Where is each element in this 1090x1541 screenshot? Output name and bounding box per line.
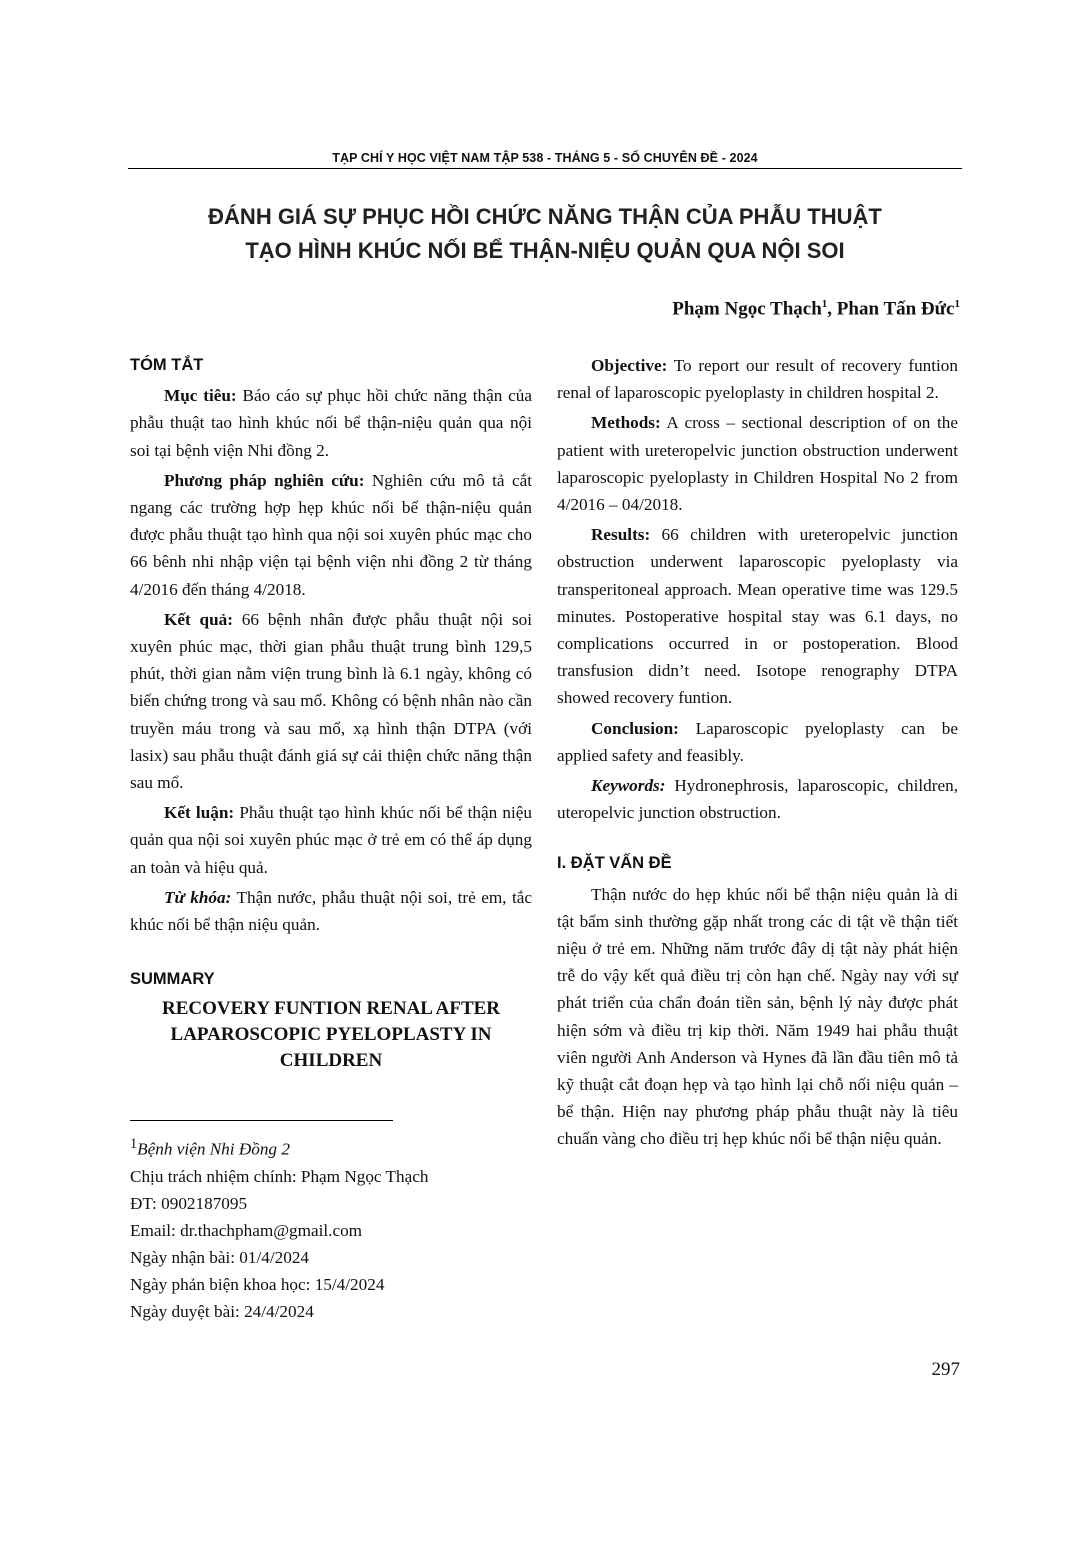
- abstract-objective-vn: [130, 382, 532, 464]
- text: Phẫu thuật tạo hình khúc nối bể thận niệu quản qua nội soi xuyên phúc mạc ở trẻ em có thể áp dụng an toàn và hiệu quả.: [130, 803, 533, 877]
- author-separator: ,: [827, 298, 837, 320]
- label: Kết luận:: [164, 803, 235, 823]
- header-rule: [128, 168, 962, 169]
- label: Kết quả:: [164, 609, 233, 629]
- label: Objective:: [591, 356, 668, 375]
- text: 66 children with ureteropelvic junction obstruction underwent laparoscopic pyeloplasty via transperitoneal approach. Mean operative time was 129.5 minutes. Postoperative hospital stay was 6.1 days, no complications occurred in or postoperation. Blood transfusion didn’t need. Isotope renography DTPA showed recovery funtion.: [557, 525, 958, 708]
- footnote-phone: ĐT: 0902187095: [130, 1194, 248, 1214]
- text: Nghiên cứu mô tả cắt ngang các trường hợp hẹp khúc nối bể thận-niệu quản được phẫu thuật tạo hình qua nội soi xuyên phúc mạc cho 66 bênh nhi nhập viện tại bệnh viện nhi đồng 2 từ tháng 4/2016 đến tháng 4/2018.: [130, 470, 532, 599]
- text: Thận nước, phẫu thuật nội soi, trẻ em, tắc khúc nối bể thận niệu quản.: [130, 887, 532, 935]
- author-1-affil: 1: [821, 298, 828, 310]
- title-line-2: TẠO HÌNH KHÚC NỐI BỂ THẬN-NIỆU QUẢN QUA NỘI SOI: [245, 238, 845, 263]
- text: Hydronephrosis, laparoscopic, children, uteropelvic junction obstruction.: [557, 776, 958, 823]
- intro-paragraph: Thận nước do hẹp khúc nối bể thận niệu quản là di tật bẩm sinh thường gặp nhất trong các di tật về thận tiết niệu ở trẻ em. Những năm trước đây dị tật này phát hiện trễ do vậy kết quả điều trị còn hạn chế. Ngày nay với sự phát triển của chẩn đoán tiền sản, bệnh lý này được phát hiện sớm và điều trị kip thời. Năm 1949 hai phẫu thuật viên người Anh Anderson và Hynes đã lần đầu tiên mô tả kỹ thuật cắt đoạn hẹp và tạo hình lại chỗ nối niệu quản – bể thận. Hiện nay phương pháp phẫu thuật này là tiêu chuẩn vàng cho điều trị hẹp khúc nối bể thận niệu quản.: [557, 884, 958, 1149]
- journal-header: TẠP CHÍ Y HỌC VIỆT NAM TẬP 538 - THÁNG 5 - SỐ CHUYÊN ĐỀ - 2024: [332, 151, 758, 165]
- right-column: [557, 352, 958, 1156]
- text: To report our result of recovery funtion renal of laparoscopic pyeloplasty in children hospital 2.: [557, 356, 958, 403]
- label: Từ khóa:: [164, 887, 232, 907]
- abstract-conclusion-vn: [130, 799, 532, 881]
- footnote: [130, 1131, 532, 1325]
- footnote-marker: 1: [130, 1136, 138, 1153]
- abstract-methods-en: [557, 409, 958, 518]
- affiliation-text: Bệnh viện Nhi Đồng 2: [137, 1140, 290, 1160]
- summary-heading: SUMMARY: [130, 970, 215, 989]
- footnote-received: Ngày nhận bài: 01/4/2024: [130, 1248, 310, 1268]
- author-1: Phạm Ngọc Thạch: [672, 298, 822, 320]
- left-column: [130, 352, 532, 1325]
- footnote-responsible: Chịu trách nhiệm chính: Phạm Ngọc Thạch: [130, 1167, 429, 1187]
- abstract-methods-vn: [130, 467, 532, 603]
- abstract-results-en: [557, 521, 958, 711]
- abstract-results-vn: [130, 606, 532, 796]
- title-line-1: ĐÁNH GIÁ SỰ PHỤC HỒI CHỨC NĂNG THẬN CỦA PHẪU THUẬT: [208, 204, 882, 229]
- abstract-conclusion-en: [557, 715, 958, 769]
- text: A cross – sectional description of on the patient with ureteropelvic junction obstruction underwent laparoscopic pyeloplasty in Children Hospital No 2 from 4/2016 – 04/2018.: [557, 413, 958, 515]
- text: Báo cáo sự phục hồi chức năng thận của phẫu thuật tao hình khúc nối bể thận-niệu quản qua nội soi tại bệnh viện Nhi đồng 2.: [130, 386, 533, 460]
- label: Results:: [591, 525, 651, 545]
- footnote-accepted: Ngày duyệt bài: 24/4/2024: [130, 1302, 314, 1322]
- author-2: Phan Tấn Đức: [836, 298, 955, 320]
- footnote-rule: [130, 1120, 393, 1121]
- footnote-email: Email: dr.thachpham@gmail.com: [130, 1221, 363, 1241]
- label: Phương pháp nghiên cứu:: [164, 470, 365, 490]
- footnote-reviewed: Ngày phản biện khoa học: 15/4/2024: [130, 1275, 385, 1295]
- summary-title: RECOVERY FUNTION RENAL AFTER LAPAROSCOPIC PYELOPLASTY IN CHILDREN: [161, 998, 501, 1072]
- label: Conclusion:: [591, 718, 679, 738]
- abstract-keywords-en: [557, 772, 958, 826]
- abstract-objective-en: [557, 352, 958, 406]
- label: Mục tiêu:: [164, 386, 237, 406]
- authors: [672, 298, 960, 320]
- abstract-vn-heading: TÓM TẮT: [130, 356, 204, 374]
- text: 66 bệnh nhân được phẫu thuật nội soi xuyên phúc mạc, thời gian phẫu thuật trung bình 129,5 phút, thời gian nằm viện trung bình là 6.1 ngày, không có biến chứng trong và sau mổ. Không có bệnh nhân nào cần truyền máu trong và sau mổ, xạ hình thận DTPA (với lasix) sau phẫu thuật đánh giá sự cải thiện chức năng thận sau mổ.: [130, 609, 532, 793]
- label: Methods:: [591, 413, 661, 433]
- text: Laparoscopic pyeloplasty can be applied safety and feasibly.: [557, 718, 958, 765]
- article-title: [128, 200, 962, 268]
- abstract-keywords-vn: [130, 884, 532, 938]
- intro-heading: I. ĐẶT VẤN ĐỀ: [557, 854, 672, 873]
- page-number: 297: [931, 1359, 960, 1380]
- footnote-affiliation: [130, 1131, 532, 1163]
- author-2-affil: 1: [954, 298, 960, 310]
- label: Keywords:: [591, 776, 666, 796]
